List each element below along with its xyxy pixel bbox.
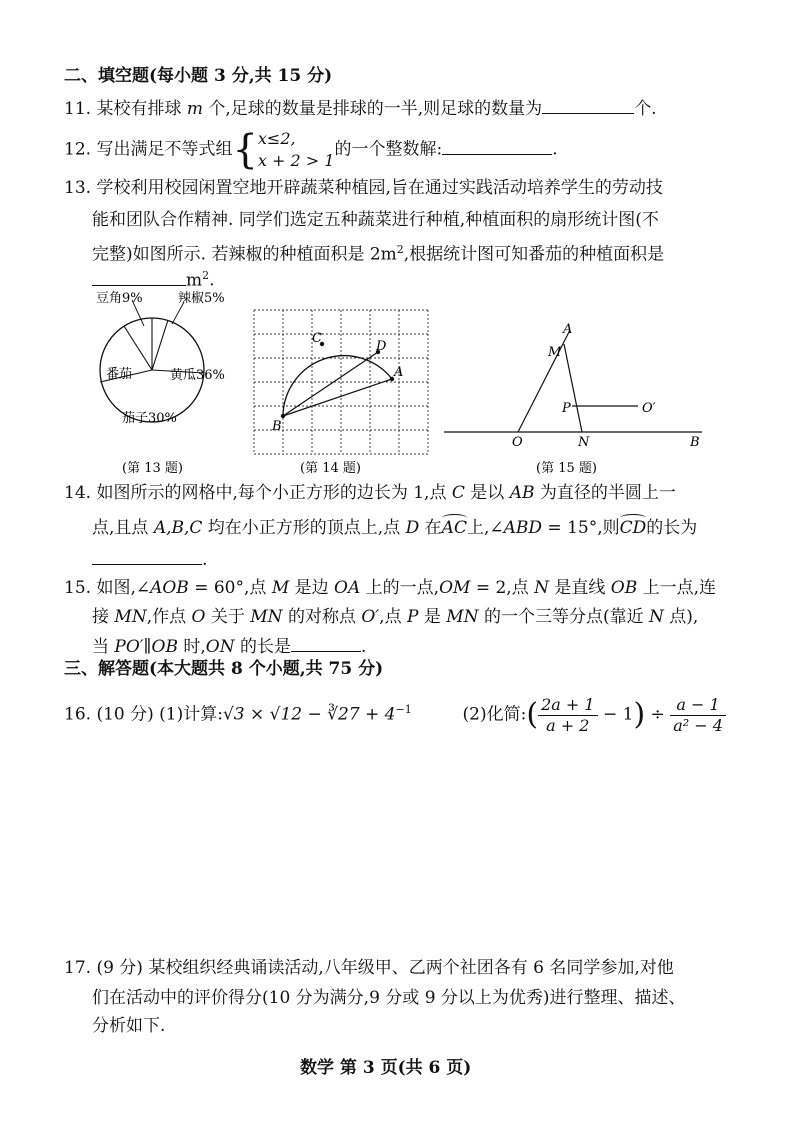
point-label-o-prime: O′ [642, 401, 656, 416]
section-heading-fill-in: 二、填空题(每小题 3 分,共 15 分) [64, 66, 333, 86]
arc-ac: AC [441, 518, 467, 538]
point-label-p: P [562, 401, 571, 416]
pie-label-doujiao: 豆角9% [96, 291, 143, 306]
question-13-line-3: 完整)如图所示. 若辣椒的种植面积是 $2m^2$,根据统计图可知番茄的种植面积是 [92, 243, 665, 265]
figure-14-grid-semicircle [246, 300, 436, 480]
answer-blank-12[interactable] [442, 138, 552, 155]
answer-blank-14[interactable] [92, 548, 202, 565]
question-14-line-1: 14. 如图所示的网格中,每个小正方形的边长为 1,点 C 是以 AB 为直径的半圆上一 [64, 483, 676, 503]
point-label-b: B [690, 435, 700, 450]
question-17-line-3: 分析如下. [92, 1016, 166, 1036]
answer-blank-15[interactable] [291, 635, 361, 652]
question-15-line-3: 当 PO′∥OB 时,ON 的长是 . [92, 637, 367, 657]
figure-15-angle [444, 316, 714, 480]
fraction-1: $\frac{2a + 1}{a + 2}$ [538, 695, 597, 736]
figure-15-caption: (第 15 题) [536, 461, 597, 476]
expression-1: √3 × √12 − ∛27 + 4 [222, 704, 396, 725]
point-label-a: A [563, 322, 573, 337]
section-heading-solutions: 三、解答题(本大题共 8 个小题,共 75 分) [64, 659, 384, 679]
pie-label-qiezi: 茄子30% [122, 411, 177, 426]
question-13-line-2: 能和团队合作精神. 同学们选定五种蔬菜进行种植,种植面积的扇形统计图(不 [92, 210, 659, 230]
answer-blank-11[interactable] [542, 97, 634, 114]
figure-14-caption: (第 14 题) [300, 461, 361, 476]
system-brace: { [232, 127, 258, 173]
pie-label-fanqie: 番茄 [106, 367, 133, 382]
question-11: 11. 某校有排球 m 个,足球的数量是排球的一半,则足球的数量为 个. [64, 99, 657, 119]
figure-13-pie-chart [86, 280, 238, 480]
figure-13-caption: (第 13 题) [122, 461, 183, 476]
point-label-o: O [512, 435, 523, 450]
point-label-b: B [272, 419, 282, 434]
point-label-m: M [548, 345, 562, 360]
fraction-2: $\frac{a - 1}{\text{a² − 4}}$ [670, 695, 726, 736]
question-15-line-1: 15. 如图,∠AOB = 60°,点 M 是边 OA 上的一点,OM = 2,点 N 是直线 OB 上一点,连 [64, 578, 717, 598]
question-15-line-2: 接 MN,作点 O 关于 MN 的对称点 O′,点 P 是 MN 的一个三等分点(靠近 N 点), [92, 607, 699, 627]
question-13-line-1: 13. 学校利用校园闲置空地开辟蔬菜种植园,旨在通过实践活动培养学生的劳动技 [64, 178, 663, 198]
question-14-line-2: 点,且点 A,B,C 均在小正方形的顶点上,点 D 在AC上,∠ABD = 15°,则CD的长为 [92, 518, 698, 538]
pie-label-huanggua: 黄瓜36% [170, 368, 225, 383]
arc-cd: CD [619, 518, 647, 538]
question-13-answer-line: $m^2$. [92, 266, 215, 291]
question-17-line-1: 17. (9 分) 某校组织经典诵读活动,八年级甲、乙两个社团各有 6 名同学参加,对他 [64, 958, 674, 978]
question-16: 16. (10 分) (1)计算:√3 × √12 − ∛27 + $4^{-1}$ (2)化简:( $\frac{2a + 1}{a + 2}$ − 1) ÷ $\frac{a - 1}{\text{a² − 4}}$ [64, 690, 726, 736]
point-label-a: A [394, 365, 404, 380]
point-label-d: D [376, 339, 387, 354]
point-label-c: C [312, 331, 322, 346]
point-label-n: N [578, 435, 590, 450]
inequality-system: x≤2, x + 2 > 1 [257, 129, 335, 170]
pie-label-lajiao: 辣椒5% [178, 291, 225, 306]
page-footer: 数学 第 3 页(共 6 页) [300, 1058, 472, 1078]
question-14-answer-line: . [92, 548, 207, 570]
question-12: 12. 写出满足不等式组{ x≤2, x + 2 > 1 的一个整数解: . [64, 127, 558, 173]
question-17-line-2: 们在活动中的评价得分(10 分为满分,9 分或 9 分以上为优秀)进行整理、描述、 [92, 988, 686, 1008]
